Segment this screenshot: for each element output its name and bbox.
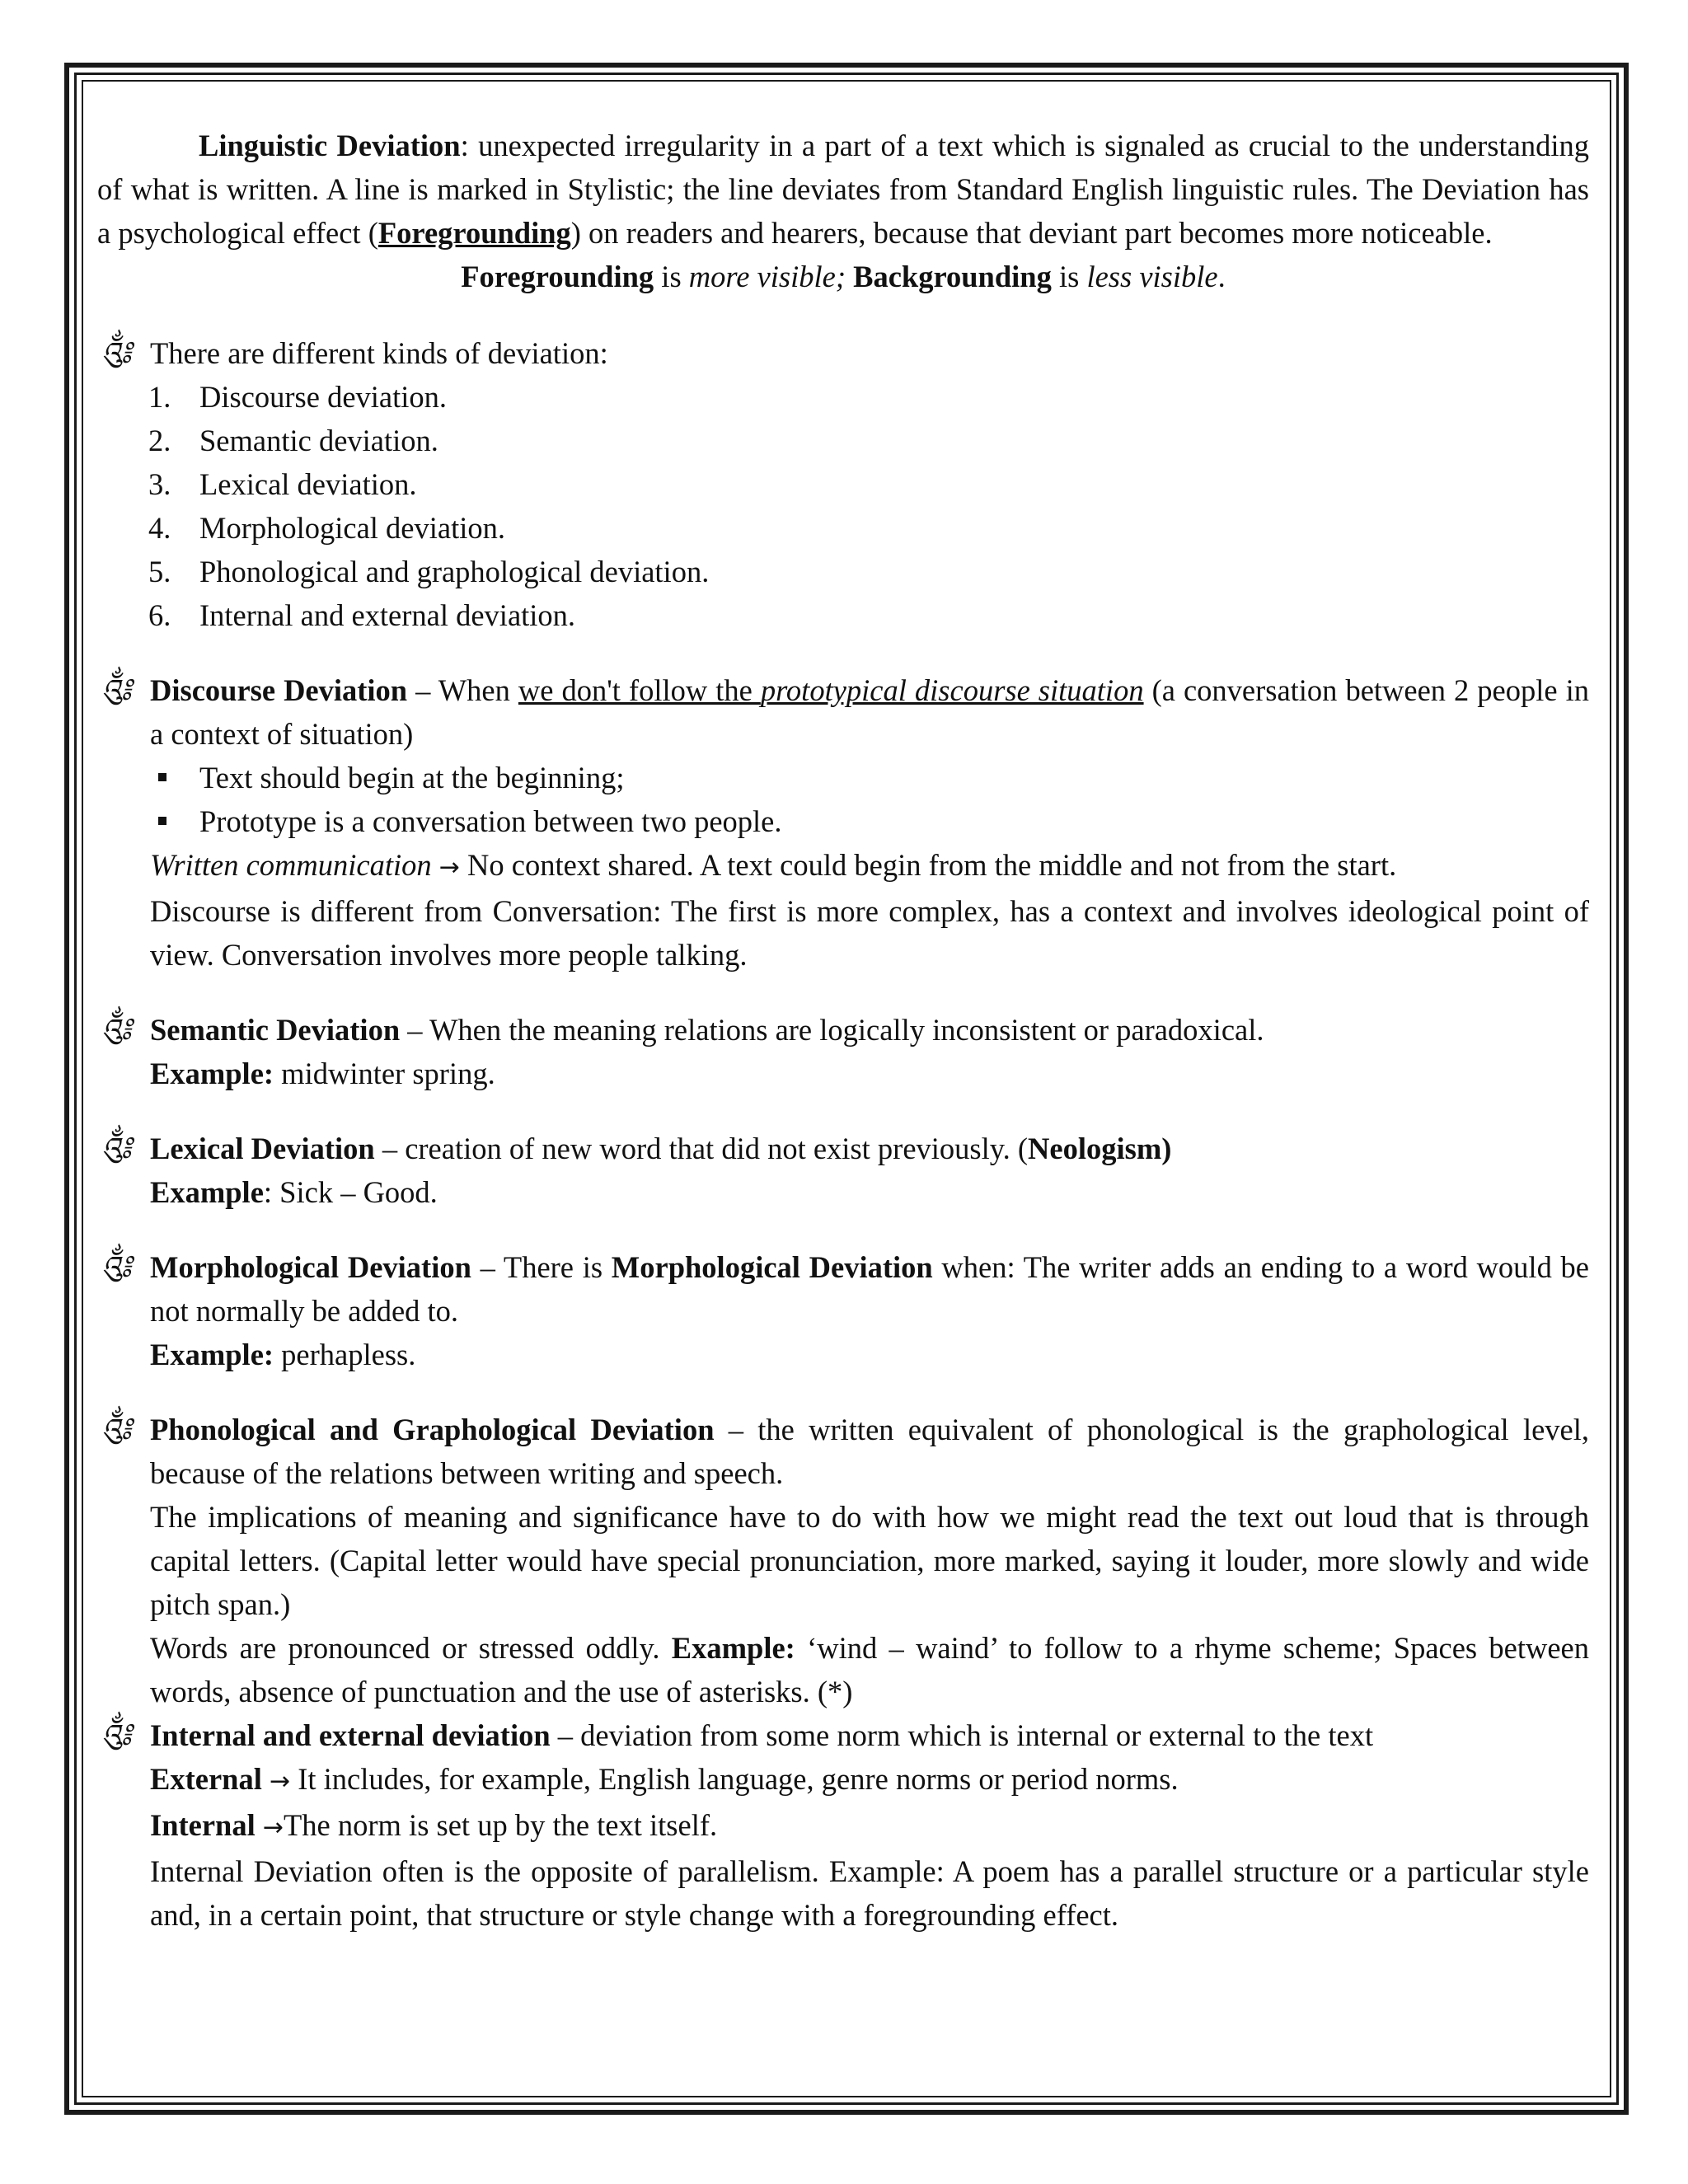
list-item-label: Internal and external deviation. [199, 598, 576, 632]
intro-text-1: : unexpected irregularity in a part of a text which is signaled as crucial to the understanding of what is written. A line is marked in Stylistic; the line deviates from Standard English linguistic rules. The Deviation has a psychological effect ( [97, 129, 1589, 250]
example-text: : Sick – Good. [263, 1175, 438, 1209]
example-text: midwinter spring. [274, 1057, 495, 1090]
document-body [97, 124, 1589, 1937]
list-item-label: Text should begin at the beginning; [199, 761, 625, 794]
is-text: is [1051, 260, 1087, 293]
internal-external-term: Internal and external deviation [150, 1718, 551, 1752]
phonological-text-b: ‘wind – waind’ to follow to a rhyme scheme; Spaces between words, absence of punctuation and the use of asterisks. (*) [150, 1631, 1590, 1708]
backgrounding-definition: less visible [1086, 260, 1218, 293]
kinds-list [97, 375, 1589, 637]
list-item [97, 462, 1589, 506]
internal-external-definition [150, 1713, 1589, 1757]
list-item [97, 375, 1589, 419]
discourse-rest: (a conversation between 2 people in a context of situation) [150, 673, 1589, 751]
internal-external-text: – deviation from some norm which is internal or external to the text [550, 1718, 1374, 1752]
list-item-label: Semantic deviation. [199, 424, 438, 457]
lexical-text: – creation of new word that did not exist previously. ( [374, 1132, 1029, 1165]
written-communication-label: Written communication [150, 848, 432, 882]
foregrounding-term: Foregrounding [377, 216, 571, 250]
semantic-term: Semantic Deviation [150, 1013, 401, 1047]
internal-label: Internal [150, 1808, 256, 1842]
discourse-paragraph: Discourse is different from Conversation: The first is more complex, has a context and involves ideological point of view. Conversation involves more people talking. [150, 894, 1589, 972]
list-item-label: Lexical deviation. [199, 467, 417, 501]
semantic-section [97, 1008, 1589, 1095]
right-arrow-icon: → [438, 853, 460, 882]
list-number: 4. [148, 511, 171, 545]
list-item-label: Discourse deviation. [199, 380, 448, 414]
period: . [1217, 260, 1226, 293]
kinds-section [97, 331, 1589, 375]
lexical-definition [150, 1127, 1589, 1170]
list-number: 2. [148, 424, 171, 457]
ornamental-bullet-icon: ༃ [101, 1720, 132, 1750]
written-communication-line [150, 843, 1589, 889]
is-text: is [654, 260, 689, 293]
list-item [150, 756, 1589, 799]
discourse-dash: – When [407, 673, 518, 707]
square-bullet-icon [158, 817, 166, 825]
intro-paragraph [97, 124, 1589, 255]
intro-term: Linguistic Deviation [199, 129, 461, 162]
list-number: 6. [148, 598, 171, 632]
example-label: Example: [150, 1338, 274, 1371]
list-item-label: Prototype is a conversation between two people. [199, 804, 782, 838]
example-label: Example [150, 1175, 264, 1209]
semantic-example [150, 1052, 1589, 1095]
morphological-text-2: when: The writer adds an ending to a word would be not normally be added to. [150, 1250, 1589, 1328]
ornamental-bullet-icon: ༃ [101, 1133, 132, 1164]
definition-line [97, 255, 1589, 298]
morphological-example [150, 1333, 1589, 1376]
discourse-points [150, 756, 1589, 843]
phonological-text: – the written equivalent of phonological is the graphological level, because of the relations between writing and speech. [150, 1413, 1590, 1490]
ornamental-bullet-icon: ༃ [101, 1015, 132, 1045]
example-text: perhapless. [274, 1338, 416, 1371]
discourse-underlined-text: we don't follow the [518, 673, 761, 707]
ornamental-bullet-icon: ༃ [101, 675, 132, 705]
semantic-definition [150, 1008, 1589, 1052]
internal-line [150, 1803, 1589, 1849]
lexical-example [150, 1170, 1589, 1214]
written-communication-text: No context shared. A text could begin from the middle and not from the start. [459, 848, 1397, 882]
example-label: Example: [150, 1057, 274, 1090]
discourse-term: Discourse Deviation [150, 673, 408, 707]
intro-text-2: ) on readers and hearers, because that deviant part becomes more noticeable. [570, 216, 1493, 250]
internal-text: The norm is set up by the text itself. [284, 1808, 718, 1842]
discourse-section [97, 668, 1589, 977]
ornamental-bullet-icon: ༃ [101, 1252, 132, 1282]
lexical-section [97, 1127, 1589, 1214]
ornamental-bullet-icon: ༃ [101, 1414, 132, 1445]
semantic-text: – When the meaning relations are logically inconsistent or paradoxical. [400, 1013, 1264, 1047]
list-item [150, 799, 1589, 843]
right-arrow-icon: → [269, 1767, 291, 1796]
list-number: 1. [148, 380, 171, 414]
external-label: External [150, 1762, 262, 1796]
neologism-term: Neologism) [1028, 1132, 1172, 1165]
backgrounding-label: Backgrounding [853, 260, 1052, 293]
prototypical-situation: prototypical discourse situation [760, 673, 1144, 707]
right-arrow-icon: → [262, 1813, 284, 1842]
phonological-definition [150, 1408, 1589, 1495]
morphological-term: Morphological Deviation [150, 1250, 471, 1284]
phonological-term: Phonological and Graphological Deviation [150, 1413, 715, 1446]
morphological-text-1: – There is [471, 1250, 612, 1284]
phonological-text-a: Words are pronounced or stressed oddly. [150, 1631, 672, 1665]
example-label: Example: [671, 1631, 795, 1665]
foregrounding-label: Foregrounding [461, 260, 654, 293]
list-item [97, 506, 1589, 550]
discourse-underlined [518, 673, 1144, 707]
morphological-definition [150, 1245, 1589, 1333]
square-bullet-icon [158, 773, 166, 781]
morphological-section [97, 1245, 1589, 1376]
foregrounding-definition: more visible; [688, 260, 846, 293]
external-line [150, 1757, 1589, 1803]
lexical-term: Lexical Deviation [150, 1132, 375, 1165]
phonological-paragraph-2 [150, 1626, 1589, 1713]
external-text: It includes, for example, English language, genre norms or period norms. [290, 1762, 1179, 1796]
list-item-label: Phonological and graphological deviation. [199, 555, 710, 588]
list-item [97, 593, 1589, 637]
discourse-definition [150, 668, 1589, 756]
list-number: 3. [148, 467, 171, 501]
phonological-section [97, 1408, 1589, 1713]
list-item [97, 419, 1589, 462]
kinds-intro: There are different kinds of deviation: [150, 336, 608, 370]
internal-paragraph: Internal Deviation often is the opposite of parallelism. Example: A poem has a parallel structure or a particular style and, in a certain point, that structure or style change with a foregrounding effect. [150, 1854, 1589, 1932]
internal-external-section [97, 1713, 1589, 1937]
list-item-label: Morphological deviation. [199, 511, 506, 545]
list-number: 5. [148, 555, 171, 588]
list-item [97, 550, 1589, 593]
ornamental-bullet-icon: ༃ [101, 338, 132, 368]
morphological-term-2: Morphological Deviation [611, 1250, 933, 1284]
phonological-paragraph-1: The implications of meaning and significance have to do with how we might read the text out loud that is through capital letters. (Capital letter would have special pronunciation, more marked, saying it louder, more slowly and wide pitch span.) [150, 1500, 1589, 1621]
